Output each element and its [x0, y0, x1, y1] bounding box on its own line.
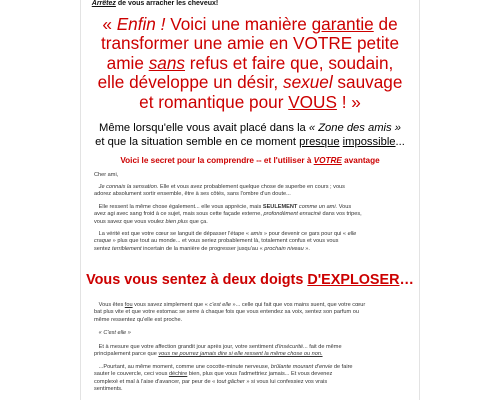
headline-text: transformer une amie en VOTRE petite — [100, 33, 400, 54]
paragraph-text: sentiments. — [94, 386, 123, 393]
top-note — [90, 0, 220, 9]
subheadline-underline: presque — [299, 136, 340, 148]
paragraph-text: dans vos tripes, — [321, 211, 362, 218]
paragraph-emphasis: brûlante mourant d'envie — [270, 364, 333, 370]
subheadline-emphasis: « Zone des amis » — [308, 122, 401, 134]
paragraph-text: »... celle qui fait que vos mains suent, que votre cœur — [230, 302, 366, 308]
paragraph-emphasis: c'est elle — [209, 302, 231, 308]
paragraph-text: La vérité est que votre cœur se languit de dépasser l'étape « — [98, 231, 251, 237]
headline-underline: garantie — [311, 14, 374, 34]
paragraph-text: Vous — [337, 204, 352, 210]
headline-text: amie — [106, 52, 149, 73]
paragraph-text: Elle et vous avez probablement quelque chose de superbe en cours ; vous — [158, 184, 345, 190]
exploser-emphasis: D'EXPLOSER — [307, 272, 400, 288]
subheadline-text: et que la situation semble en ce moment — [95, 136, 300, 148]
letter-paragraph — [94, 231, 406, 253]
headline-text: ! » — [336, 91, 361, 112]
paragraph-underline: déchire — [168, 371, 188, 378]
paragraph-text: Et à mesure que votre affection grandit jour après jour, votre sentiment — [98, 344, 275, 350]
paragraph-underline: fou — [124, 302, 133, 308]
paragraph-emphasis: elle — [347, 231, 357, 237]
paragraph-text: sentez — [94, 245, 113, 252]
headline-text: « — [102, 14, 117, 34]
paragraph-text: » plus que tout au monde... et vous seriez probablement là, totalement confus et vous vous — [111, 238, 339, 245]
paragraph-text: incertain de la manière de progresser jusqu'au « — [141, 245, 265, 252]
paragraph-text: » pour devenir ce gars pour qui « — [262, 231, 348, 237]
headline-underline: VOUS — [288, 91, 337, 112]
content-column — [80, 0, 420, 400]
exploser-heading — [80, 272, 420, 288]
paragraph-emphasis: terriblement — [112, 245, 142, 252]
paragraph-bold: SEULEMENT — [262, 204, 298, 210]
paragraph-emphasis: profondément enraciné — [263, 211, 321, 218]
letter-paragraph — [94, 204, 406, 226]
paragraph-text: principalement parce que — [94, 351, 159, 358]
paragraph-emphasis: d'insécurité — [274, 344, 303, 350]
quote-text: « C'est elle » — [98, 330, 131, 336]
top-note-stop: Arrêtez — [91, 0, 116, 7]
headline-emphasis: sexuel — [282, 72, 333, 93]
subheadline-text: Même lorsqu'elle vous avait placé dans la — [99, 122, 309, 134]
letter-paragraph — [94, 344, 406, 359]
letter-paragraph — [94, 364, 406, 394]
paragraph-emphasis: amis — [250, 231, 263, 237]
paragraph-text: vous savez que vous voulez — [94, 218, 166, 225]
secret-heading — [80, 156, 420, 165]
paragraph-emphasis: vous ne pourrez jamais dire si elle ressent la même chose ou non. — [158, 351, 323, 358]
paragraph-text: » si vous lui confessiez vos vrais — [244, 378, 328, 385]
paragraph-emphasis: tout gâcher — [216, 378, 245, 385]
paragraph-text: Elle ressent la même chose également... elle vous apprécie, mais — [98, 204, 263, 210]
letter-paragraph — [94, 302, 406, 324]
paragraph-text: bien, plus que vous l'admettriez jamais... Et vous devenez — [187, 371, 333, 378]
headline-text: Voici une manière — [165, 14, 312, 34]
greeting-text: Cher ami, — [94, 172, 119, 178]
paragraph-text: bat plus vite et que votre estomac se serre à chaque fois que vous entendez sa voix, sentez son parfum ou — [94, 309, 359, 316]
paragraph-emphasis: comme un ami. — [298, 204, 338, 210]
headline-text: elle développe un désir, — [97, 72, 283, 93]
top-note-rest: de vous arracher les cheveux! — [115, 0, 219, 7]
paragraph-text: même ressentez qu'elle est proche. — [94, 316, 183, 323]
paragraph-text: ...Pourtant, au même moment, comme une cocotte-minute nerveuse, — [98, 364, 271, 370]
secret-text: avantage — [341, 156, 380, 165]
letter-paragraph — [94, 184, 406, 199]
headline-emphasis: sans — [148, 52, 186, 73]
secret-text: Voici le secret pour la comprendre -- et l'utiliser à — [120, 156, 314, 165]
headline-text: sauvage — [332, 72, 403, 93]
headline-text: de — [373, 14, 398, 34]
paragraph-text: Vous êtes — [98, 302, 125, 308]
exploser-text: Vous vous sentez à deux doigts — [86, 272, 308, 288]
paragraph-text: ... fait de même — [303, 344, 342, 350]
paragraph-text: vous savez simplement que « — [132, 302, 210, 308]
paragraph-text: de faire — [332, 364, 353, 370]
subheadline — [80, 121, 420, 149]
letter-quote — [94, 330, 406, 337]
exploser-text: … — [399, 272, 414, 288]
paragraph-text: ». — [303, 245, 310, 252]
subheadline-text: ... — [395, 136, 405, 148]
paragraph-emphasis: craque — [94, 238, 112, 245]
paragraph-emphasis: bien plus — [165, 218, 188, 225]
paragraph-text: adorez absolument sortir ensemble, être à ses côtés, sans l'ombre d'un doute... — [94, 191, 291, 198]
paragraph-text: complexé et mal à l'aise d'avancer, par peur de « — [94, 378, 217, 385]
paragraph-emphasis: Je connais la sensation. — [98, 184, 159, 190]
headline-text: et romantique pour — [139, 91, 289, 112]
paragraph-emphasis: prochain niveau — [264, 245, 304, 252]
letter-greeting — [94, 172, 406, 179]
paragraph-text: sauter le couvercle, ceci vous — [94, 371, 169, 378]
secret-emphasis: VOTRE — [313, 156, 342, 165]
paragraph-text: avez agi avec sang froid à ce sujet, mais sous cette façade externe, — [94, 211, 264, 218]
headline-text: refus et faire que, soudain, — [185, 52, 394, 73]
paragraph-text: que ça. — [187, 218, 208, 225]
headline-emphasis: Enfin ! — [116, 14, 166, 34]
headline — [80, 15, 420, 112]
subheadline-underline: impossible — [342, 136, 396, 148]
